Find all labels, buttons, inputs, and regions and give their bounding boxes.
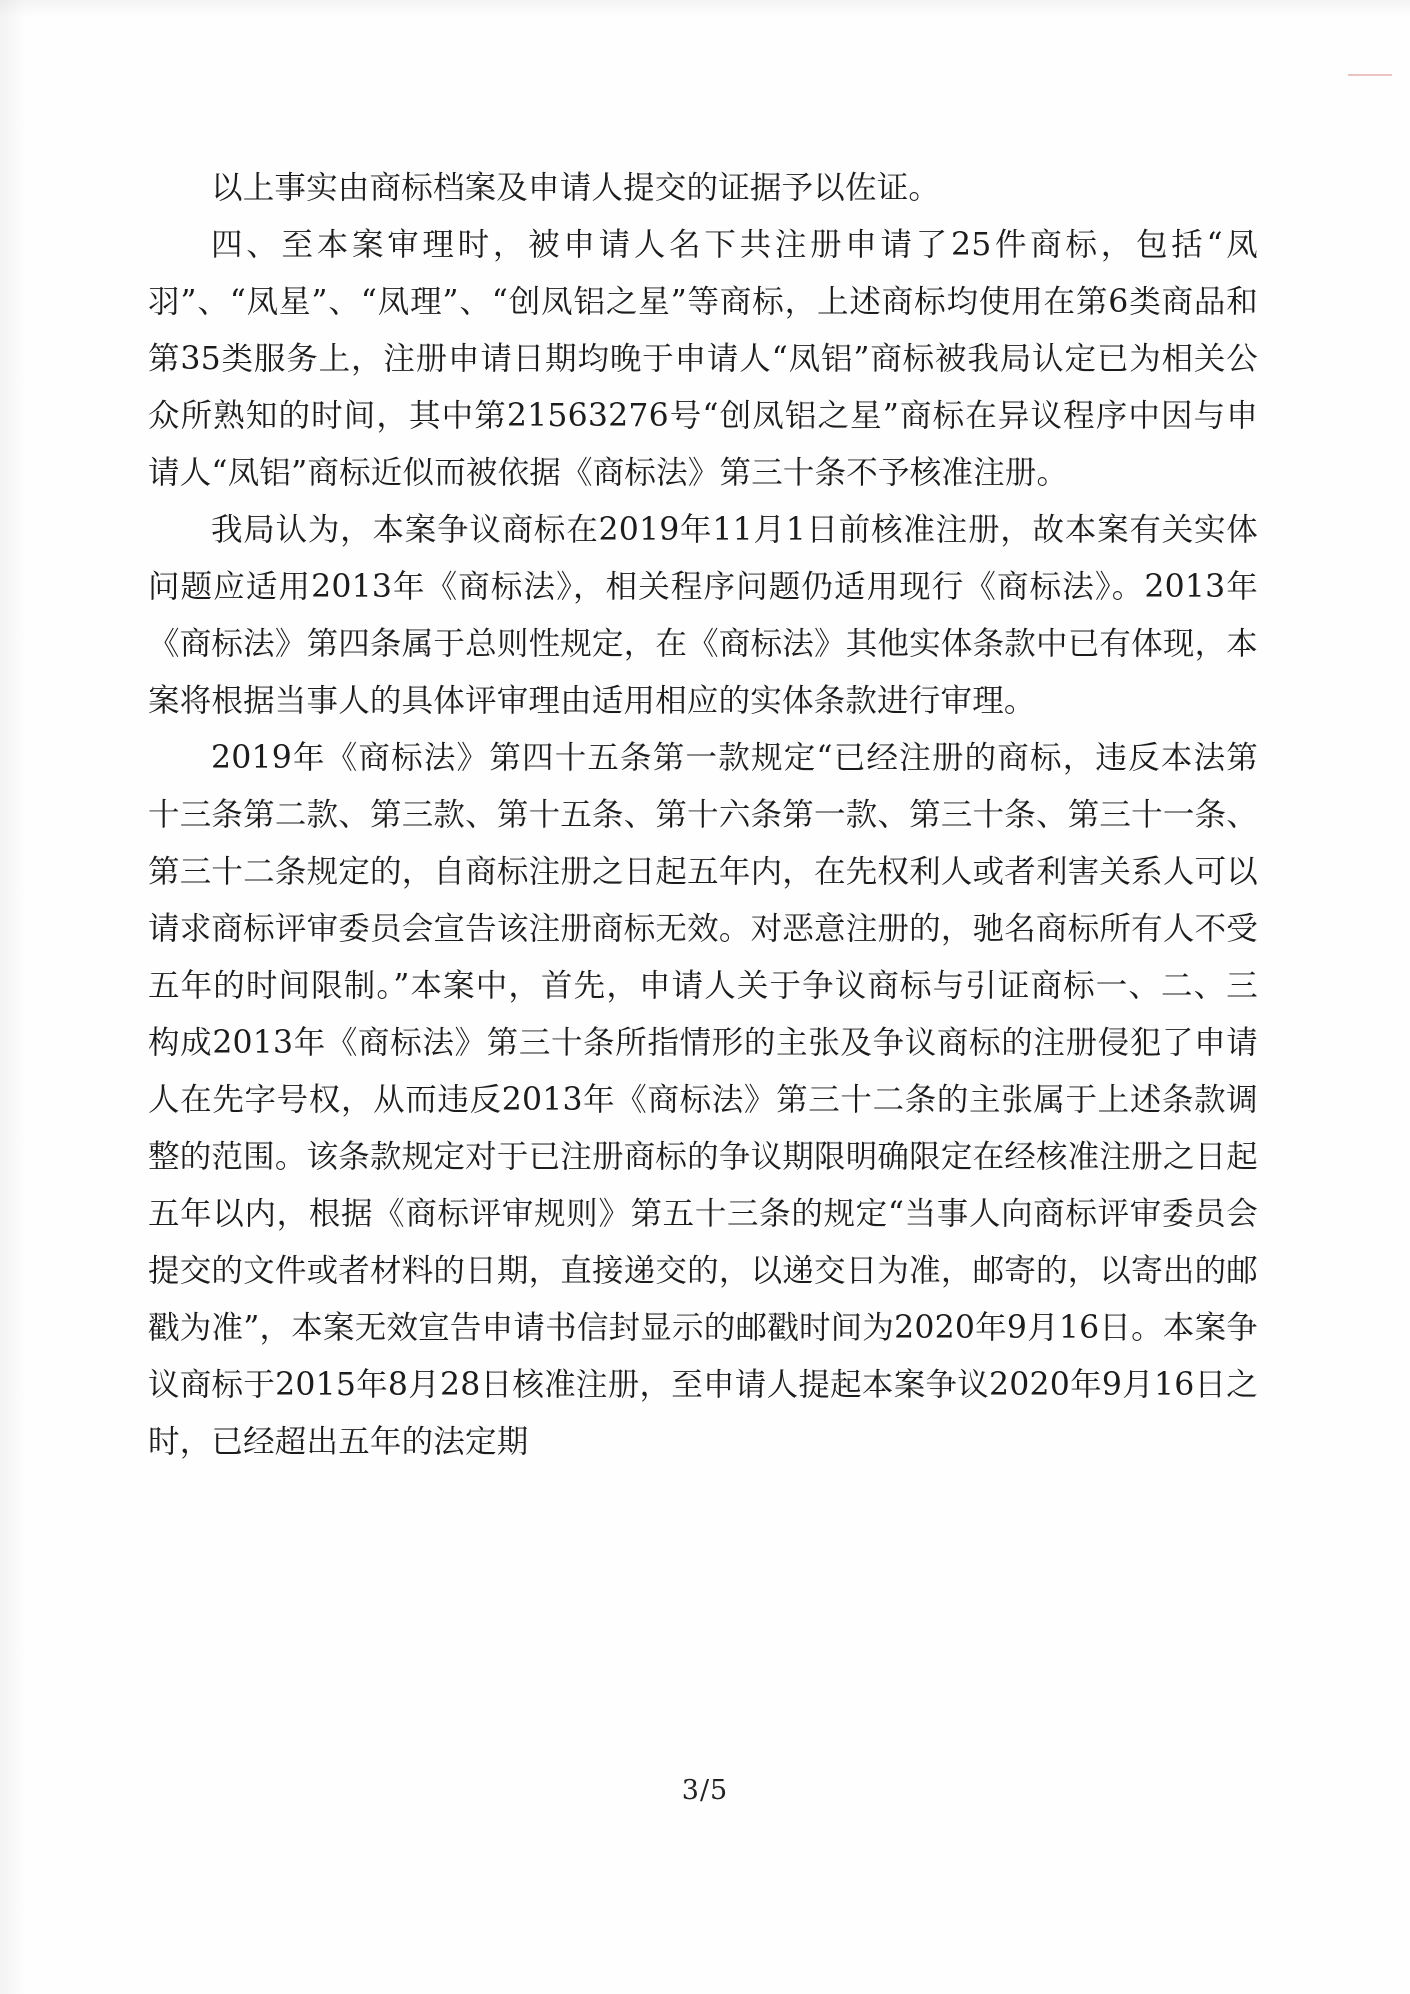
page-edge-shadow-top: [0, 0, 1410, 18]
page-number: 3/5: [681, 1775, 729, 1806]
page-edge-shadow-left: [0, 0, 26, 1994]
paragraph-3: 我局认为，本案争议商标在2019年11月1日前核准注册，故本案有关实体问题应适用2013年《商标法》，相关程序问题仍适用现行《商标法》。2013年《商标法》第四条属于总则性规定，在《商标法》其他实体条款中已有体现，本案将根据当事人的具体评审理由适用相应的实体条款进行审理。: [148, 512, 1258, 719]
document-text-body: [148, 160, 1258, 1471]
stray-red-mark: [1348, 74, 1392, 76]
paragraph-1: 以上事实由商标档案及申请人提交的证据予以佐证。: [211, 170, 941, 206]
paragraph-4: 2019年《商标法》第四十五条第一款规定“已经注册的商标，违反本法第十三条第二款、第三款、第十五条、第十六条第一款、第三十条、第三十一条、第三十二条规定的，自商标注册之日起五年内，在先权利人或者利害关系人可以请求商标评审委员会宣告该注册商标无效。对恶意注册的，驰名商标所有人不受五年的时间限制。”本案中，首先，申请人关于争议商标与引证商标一、二、三构成2013年《商标法》第三十条所指情形的主张及争议商标的注册侵犯了申请人在先字号权，从而违反2013年《商标法》第三十二条的主张属于上述条款调整的范围。该条款规定对于已注册商标的争议期限明确限定在经核准注册之日起五年以内，根据《商标评审规则》第五十三条的规定“当事人向商标评审委员会提交的文件或者材料的日期，直接递交的，以递交日为准，邮寄的，以寄出的邮戳为准”，本案无效宣告申请书信封显示的邮戳时间为2020年9月16日。本案争议商标于2015年8月28日核准注册，至申请人提起本案争议2020年9月16日之时，已经超出五年的法定期: [148, 740, 1258, 1460]
paragraph-2: 四、至本案审理时，被申请人名下共注册申请了25件商标，包括“凤羽”、“凤星”、“凤理”、“创凤铝之星”等商标，上述商标均使用在第6类商品和第35类服务上，注册申请日期均晚于申请人“凤铝”商标被我局认定已为相关公众所熟知的时间，其中第21563276号“创凤铝之星”商标在异议程序中因与申请人“凤铝”商标近似而被依据《商标法》第三十条不予核准注册。: [148, 227, 1258, 491]
